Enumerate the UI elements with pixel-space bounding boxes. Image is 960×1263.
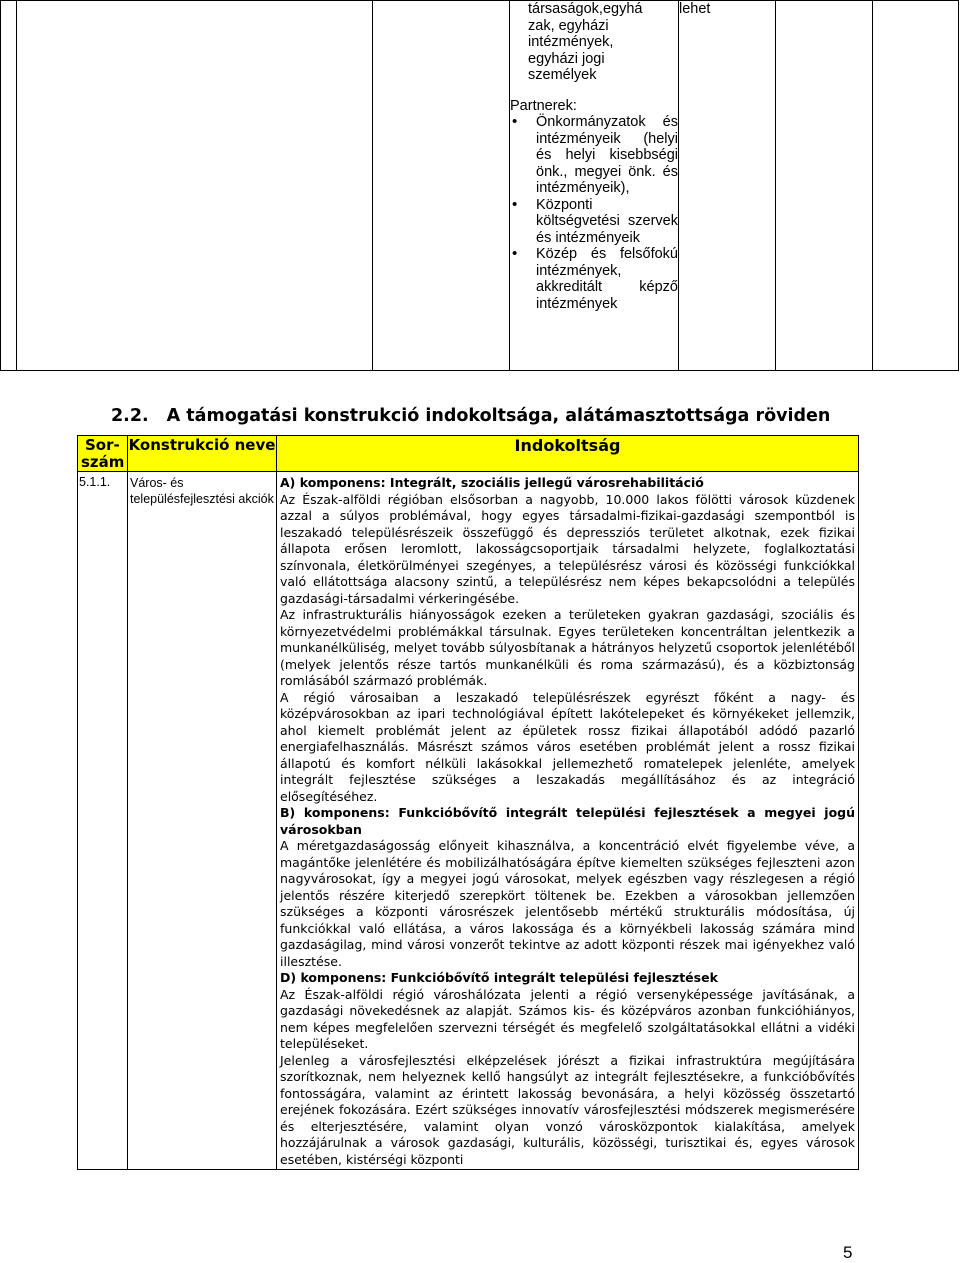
text-line: zak, egyházi: [528, 17, 609, 34]
text-line: intézmények,: [528, 34, 614, 50]
eligible-applicants-cell: [510, 1, 679, 371]
component-heading: A) komponens: Integrált, szociális jellegű városrehabilitáció: [280, 475, 704, 490]
paragraph: A méretgazdaságosság előnyeit kihasználva, a koncentráció elvét figyelembe véve, a magántőke jelenlétére és mobilizálhatóságára építve kiemelten szükséges fejleszteni azon nagyvárosokat, így a megyei jogú városokat, melyek egészben vagy részlegesen a régió jelentős részére kiterjedő szerepkört töltenek be. Ezekben a városokban jellemzően szükséges a központi városrészek jelentősebb mértékű strukturális módosítása, új funkciókkal való ellátása, a város lakossága és a környékbeli lakosság számára mind gazdaságilag, mind városi vonzerőt tekintve az adott központi részek mai igényekhez való illesztése.: [280, 838, 855, 969]
table-cell: [17, 1, 373, 371]
partners-list-item: • Központi költségvetési szervek és intézményeik: [510, 197, 678, 247]
row-konstrukcio: Város- és településfejlesztési akciók: [128, 472, 277, 1170]
column-header-sorszam: [78, 436, 128, 472]
text-line: személyek: [528, 67, 597, 83]
paragraph: Az infrastrukturális hiányosságok ezeken a területeken gyakran gazdasági, szociális és környezetvédelmi problémákkal társulnak. Egyes területeken koncentráltan jelentkezik a munkanélküliség, melyet tovább súlyosbítanak a hátrányos helyzetű csoportok jelenlétéből (melyek jelentős része tartós munkanélküli és roma származású), és a közbiztonság romlásából származó problémák.: [280, 607, 855, 688]
table-cell: [873, 1, 959, 371]
text-line: társaságok,egyhá: [528, 1, 643, 17]
table-row: [78, 472, 859, 1170]
table-header-row: [78, 436, 859, 472]
table-cell: [776, 1, 873, 371]
component-heading: B) komponens: Funkcióbővítő integrált települési fejlesztések a megyei jogú városokban: [280, 805, 855, 837]
paragraph: Az Észak-alföldi régióban elsősorban a nagyobb, 10.000 lakos fölötti városok küzdenek azzal a súlyos problémával, hogy egyes társadalmi-fizikai-gazdasági szempontból is leszakadó településrészeik összefüggő és depressziós területet alkotnak, ezek fizikai állapota erősen leromlott, lakosságcsoportjaik társadalmi helyzete, foglalkoztatási színvonala, életkörülményei szegényes, a településrész városi és közösségi funkciókkal való ellátottsága alacsony szintű, a településrész nem képes bekapcsolódni a település gazdasági-társadalmi vérkeringésébe.: [280, 491, 855, 606]
partners-list: [510, 114, 678, 312]
section-heading: [111, 406, 830, 426]
row-indokoltsag: [277, 472, 859, 1170]
text-line: egyházi jogi: [528, 50, 605, 67]
page-number: 5: [843, 1243, 853, 1262]
partners-list-item: • Önkormányzatok és intézményeik (helyi és helyi kisebbségi önk., megyei önk. és intézményeik),: [510, 114, 678, 197]
paragraph: A régió városaiban a leszakadó településrészek egyrészt főként a nagy- és középvárosokban az ipari technológiával épített lakótelepeket és környékeket jellemzik, ahol kiemelt problémát jelent az épületek rossz fizikai állapotából adódó pazarló energiafelhasználás. Másrészt számos város esetében problémát jelent a rossz fizikai állapotú és komfort nélküli lakásokkal jellemezhető romatelepek jelenléte, amelyek integrált fejlesztése szükséges a leszakadás megállításához és az integráció elősegítéséhez.: [280, 689, 855, 804]
paragraph: Az Észak-alföldi régió városhálózata jelenti a régió versenyképessége javításának, a gazdasági növekedésnek az alapját. Számos kis- és középváros azonban funkcióhiányos, nem képes megfelelően szervezni térségét és megfelelő szolgáltatásokkal ellátni a vidéki településeket.: [280, 986, 855, 1051]
partners-label: Partnerek:: [510, 97, 577, 114]
previous-page-table: [0, 0, 959, 371]
table-cell: [373, 1, 510, 371]
row-sorszam: 5.1.1.: [78, 472, 128, 1170]
table-cell: [1, 1, 17, 371]
component-heading: D) komponens: Funkcióbővítő integrált települési fejlesztések: [280, 970, 718, 985]
eligible-applicants-intro: [510, 1, 678, 84]
header-text: Sor-: [85, 436, 120, 454]
header-text: szám: [81, 453, 125, 471]
column-header-konstrukcio: Konstrukció neve: [128, 436, 277, 472]
paragraph: Jelenleg a városfejlesztési elképzelések jórészt a fizikai infrastruktúra megújítására szorítkoznak, nem helyeznek kellő hangsúlyt az integrált fejlesztésekre, a funkcióbővítés fontosságára, valamint az érintett lakosság bevonására, a helyi közösség összetartó erejének fokozására. Ezért szükséges innovatív városfejlesztési módszerek megismerésére és elterjesztésére, valamint olyan vonzó városközpontok kialakítása, amelyek hozzájárulnak a városok gazdasági, kulturális, közösségi, turisztikai és, egyes városok esetében, kistérségi központi: [280, 1052, 855, 1167]
eligibility-cell: lehet: [679, 1, 776, 371]
section-title: A támogatási konstrukció indokoltsága, alátámasztottsága röviden: [166, 406, 831, 426]
column-header-indokoltsag: Indokoltság: [277, 436, 859, 472]
section-number: 2.2.: [111, 406, 149, 426]
justification-table: [77, 435, 859, 1170]
partners-list-item: • Közép és felsőfokú intézmények, akkreditált képző intézmények: [510, 246, 678, 312]
